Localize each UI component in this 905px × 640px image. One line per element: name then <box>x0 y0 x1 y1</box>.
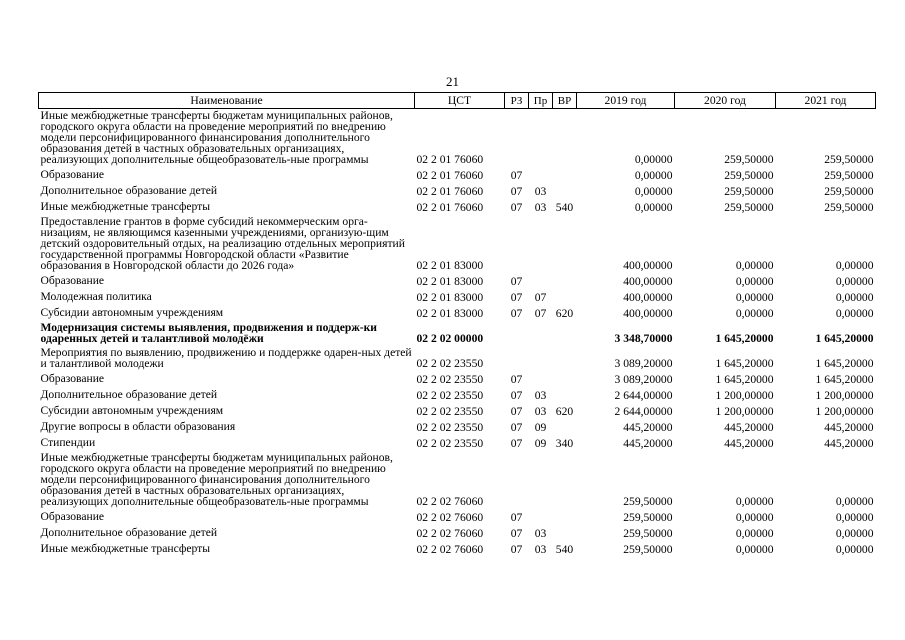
row-pr <box>529 167 553 183</box>
header-2020: 2020 год <box>675 93 776 109</box>
table-header <box>39 93 876 109</box>
row-rz: 07 <box>510 527 523 540</box>
row-2020: 259,50000 <box>724 185 774 198</box>
row-pr: 03 <box>534 185 547 198</box>
table-row <box>39 419 876 435</box>
row-2020: 0,00000 <box>735 511 774 524</box>
row-pr: 07 <box>534 307 547 320</box>
row-2020: 1 645,20000 <box>715 373 774 386</box>
row-2020: 259,50000 <box>724 201 774 214</box>
row-2021: 445,20000 <box>824 421 874 434</box>
row-name: Иные межбюджетные трансферты бюджетам муниципальных районов, городского округа области на проведение мероприятий по внедрению модели персонифицированного финансирования дополнительного образования детей в частных образовательных организациях, реализующих дополнительные общеобразователь-ные программы <box>40 451 393 508</box>
row-cst: 02 2 02 76060 <box>416 543 484 556</box>
row-vr <box>553 346 577 371</box>
row-2020: 0,00000 <box>735 527 774 540</box>
row-2021: 259,50000 <box>824 169 874 182</box>
row-2019: 2 644,00000 <box>614 405 673 418</box>
row-cst: 02 2 02 76060 <box>416 511 484 524</box>
row-cst: 02 2 02 23550 <box>416 437 484 450</box>
row-2021: 1 645,20000 <box>815 357 874 370</box>
page-number: 21 <box>446 74 459 89</box>
row-2020: 259,50000 <box>724 169 774 182</box>
table-row <box>39 183 876 199</box>
row-pr <box>529 371 553 387</box>
row-vr <box>553 509 577 525</box>
row-vr <box>553 109 577 168</box>
row-vr: 620 <box>555 405 574 418</box>
table-row <box>39 509 876 525</box>
row-2019: 2 644,00000 <box>614 389 673 402</box>
row-cst: 02 2 02 23550 <box>416 389 484 402</box>
row-pr <box>529 215 553 273</box>
table-row <box>39 403 876 419</box>
row-rz <box>505 321 529 346</box>
row-2021: 0,00000 <box>835 511 874 524</box>
row-2019: 400,00000 <box>623 307 673 320</box>
table-row <box>39 451 876 509</box>
row-vr <box>553 289 577 305</box>
row-pr: 03 <box>534 405 547 418</box>
row-2019: 3 089,20000 <box>614 373 673 386</box>
row-vr <box>553 167 577 183</box>
row-rz: 07 <box>510 169 523 182</box>
table-row <box>39 321 876 346</box>
row-2021: 259,50000 <box>824 185 874 198</box>
row-name: Молодежная политика <box>40 290 152 303</box>
row-2020: 445,20000 <box>724 421 774 434</box>
row-pr: 09 <box>534 421 547 434</box>
row-pr: 07 <box>534 291 547 304</box>
row-cst: 02 2 02 00000 <box>416 332 484 345</box>
row-rz: 07 <box>510 185 523 198</box>
row-rz: 07 <box>510 437 523 450</box>
table-row <box>39 109 876 168</box>
row-pr: 03 <box>534 389 547 402</box>
row-2021: 259,50000 <box>824 201 874 214</box>
table-row <box>39 167 876 183</box>
row-pr: 03 <box>534 201 547 214</box>
row-name: Образование <box>40 510 105 523</box>
row-pr <box>529 451 553 509</box>
row-name: Дополнительное образование детей <box>40 526 218 539</box>
header-rz: РЗ <box>505 93 529 109</box>
row-name: Образование <box>40 274 105 287</box>
row-2021: 0,00000 <box>835 307 874 320</box>
table-body <box>39 109 876 558</box>
row-rz <box>505 451 529 509</box>
budget-table <box>38 92 876 557</box>
row-2021: 1 645,20000 <box>815 332 874 345</box>
row-vr <box>553 451 577 509</box>
table-row <box>39 289 876 305</box>
row-rz <box>505 109 529 168</box>
row-2019: 3 089,20000 <box>614 357 673 370</box>
row-cst: 02 2 02 23550 <box>416 357 484 370</box>
row-2020: 0,00000 <box>735 495 774 508</box>
table-row <box>39 371 876 387</box>
row-2021: 0,00000 <box>835 527 874 540</box>
row-pr: 03 <box>534 527 547 540</box>
row-cst: 02 2 01 76060 <box>416 201 484 214</box>
header-2019: 2019 год <box>577 93 675 109</box>
row-name: Образование <box>40 168 105 181</box>
row-name: Стипендии <box>40 436 96 449</box>
header-cst: ЦСТ <box>415 93 505 109</box>
row-vr: 620 <box>555 307 574 320</box>
row-2019: 259,50000 <box>623 543 673 556</box>
row-vr: 540 <box>555 543 574 556</box>
table-row <box>39 387 876 403</box>
row-rz: 07 <box>510 405 523 418</box>
row-pr <box>529 346 553 371</box>
row-2020: 1 645,20000 <box>715 357 774 370</box>
row-2019: 259,50000 <box>623 511 673 524</box>
row-rz: 07 <box>510 291 523 304</box>
row-name: Предоставление грантов в форме субсидий некоммерческим орга-низациям, не являющимся казенными учреждениями, организую-щим детский оздоровительный отдых, на реализацию отдельных мероприятий государственной программы Новгородской области «Развитие образования в Новгородской области до 2026 года» <box>40 215 405 272</box>
row-pr: 09 <box>534 437 547 450</box>
row-rz: 07 <box>510 275 523 288</box>
row-name: Иные межбюджетные трансферты <box>40 542 211 555</box>
row-rz: 07 <box>510 201 523 214</box>
row-2020: 0,00000 <box>735 275 774 288</box>
row-pr <box>529 273 553 289</box>
row-rz <box>505 346 529 371</box>
row-name: Субсидии автономным учреждениям <box>40 306 224 319</box>
row-2021: 0,00000 <box>835 291 874 304</box>
row-2020: 0,00000 <box>735 259 774 272</box>
row-rz: 07 <box>510 543 523 556</box>
row-vr <box>553 215 577 273</box>
row-2019: 400,00000 <box>623 259 673 272</box>
row-pr <box>529 321 553 346</box>
row-cst: 02 2 02 76060 <box>416 495 484 508</box>
row-pr: 03 <box>534 543 547 556</box>
row-2019: 400,00000 <box>623 275 673 288</box>
row-rz: 07 <box>510 389 523 402</box>
row-2021: 1 645,20000 <box>815 373 874 386</box>
row-name: Дополнительное образование детей <box>40 388 218 401</box>
header-name: Наименование <box>39 93 415 109</box>
row-2021: 1 200,00000 <box>815 405 874 418</box>
row-rz: 07 <box>510 307 523 320</box>
row-2019: 259,50000 <box>623 495 673 508</box>
row-2020: 1 645,20000 <box>715 332 774 345</box>
row-2019: 445,20000 <box>623 421 673 434</box>
row-cst: 02 2 01 76060 <box>416 185 484 198</box>
row-pr <box>529 509 553 525</box>
table-row <box>39 525 876 541</box>
row-cst: 02 2 01 76060 <box>416 169 484 182</box>
table-row <box>39 305 876 321</box>
row-cst: 02 2 01 83000 <box>416 275 484 288</box>
row-vr: 540 <box>555 201 574 214</box>
row-2020: 0,00000 <box>735 543 774 556</box>
row-2020: 0,00000 <box>735 291 774 304</box>
row-2020: 1 200,00000 <box>715 405 774 418</box>
row-vr <box>553 273 577 289</box>
row-rz <box>505 215 529 273</box>
row-2019: 445,20000 <box>623 437 673 450</box>
row-cst: 02 2 02 23550 <box>416 421 484 434</box>
row-name: Мероприятия по выявлению, продвижению и поддержке одарен-ных детей и талантливой молодежи <box>40 346 412 370</box>
row-2021: 0,00000 <box>835 495 874 508</box>
row-vr <box>553 419 577 435</box>
row-2019: 400,00000 <box>623 291 673 304</box>
row-rz: 07 <box>510 421 523 434</box>
row-cst: 02 2 02 23550 <box>416 405 484 418</box>
row-2019: 259,50000 <box>623 527 673 540</box>
table-row <box>39 346 876 371</box>
row-2019: 3 348,70000 <box>614 332 673 345</box>
row-rz: 07 <box>510 373 523 386</box>
row-2020: 445,20000 <box>724 437 774 450</box>
row-vr <box>553 321 577 346</box>
row-2019: 0,00000 <box>634 185 673 198</box>
row-cst: 02 2 01 83000 <box>416 291 484 304</box>
row-2021: 1 200,00000 <box>815 389 874 402</box>
row-name: Иные межбюджетные трансферты бюджетам муниципальных районов, городского округа области на проведение мероприятий по внедрению модели персонифицированного финансирования дополнительного образования детей в частных образовательных организациях, реализующих дополнительные общеобразователь-ные программы <box>40 109 393 166</box>
row-vr <box>553 183 577 199</box>
row-cst: 02 2 01 76060 <box>416 153 484 166</box>
table-row <box>39 435 876 451</box>
row-rz: 07 <box>510 511 523 524</box>
row-2021: 0,00000 <box>835 543 874 556</box>
row-name: Модернизация системы выявления, продвижения и поддерж-ки одаренных детей и талантливой молодёжи <box>40 321 377 345</box>
row-pr <box>529 109 553 168</box>
row-2021: 259,50000 <box>824 153 874 166</box>
header-pr: Пр <box>529 93 553 109</box>
row-name: Образование <box>40 372 105 385</box>
row-2020: 1 200,00000 <box>715 389 774 402</box>
row-name: Иные межбюджетные трансферты <box>40 200 211 213</box>
table-row <box>39 199 876 215</box>
table-row <box>39 215 876 273</box>
row-vr <box>553 371 577 387</box>
row-2020: 0,00000 <box>735 307 774 320</box>
row-2020: 259,50000 <box>724 153 774 166</box>
row-2021: 0,00000 <box>835 259 874 272</box>
row-name: Другие вопросы в области образования <box>40 420 236 433</box>
row-vr: 340 <box>555 437 574 450</box>
row-2021: 0,00000 <box>835 275 874 288</box>
row-2021: 445,20000 <box>824 437 874 450</box>
row-2019: 0,00000 <box>634 169 673 182</box>
row-cst: 02 2 02 76060 <box>416 527 484 540</box>
row-vr <box>553 387 577 403</box>
row-2019: 0,00000 <box>634 153 673 166</box>
table-row <box>39 273 876 289</box>
header-2021: 2021 год <box>776 93 876 109</box>
row-cst: 02 2 02 23550 <box>416 373 484 386</box>
table-row <box>39 541 876 557</box>
header-vr: ВР <box>553 93 577 109</box>
row-cst: 02 2 01 83000 <box>416 259 484 272</box>
row-name: Дополнительное образование детей <box>40 184 218 197</box>
row-name: Субсидии автономным учреждениям <box>40 404 224 417</box>
row-cst: 02 2 01 83000 <box>416 307 484 320</box>
row-vr <box>553 525 577 541</box>
row-2019: 0,00000 <box>634 201 673 214</box>
